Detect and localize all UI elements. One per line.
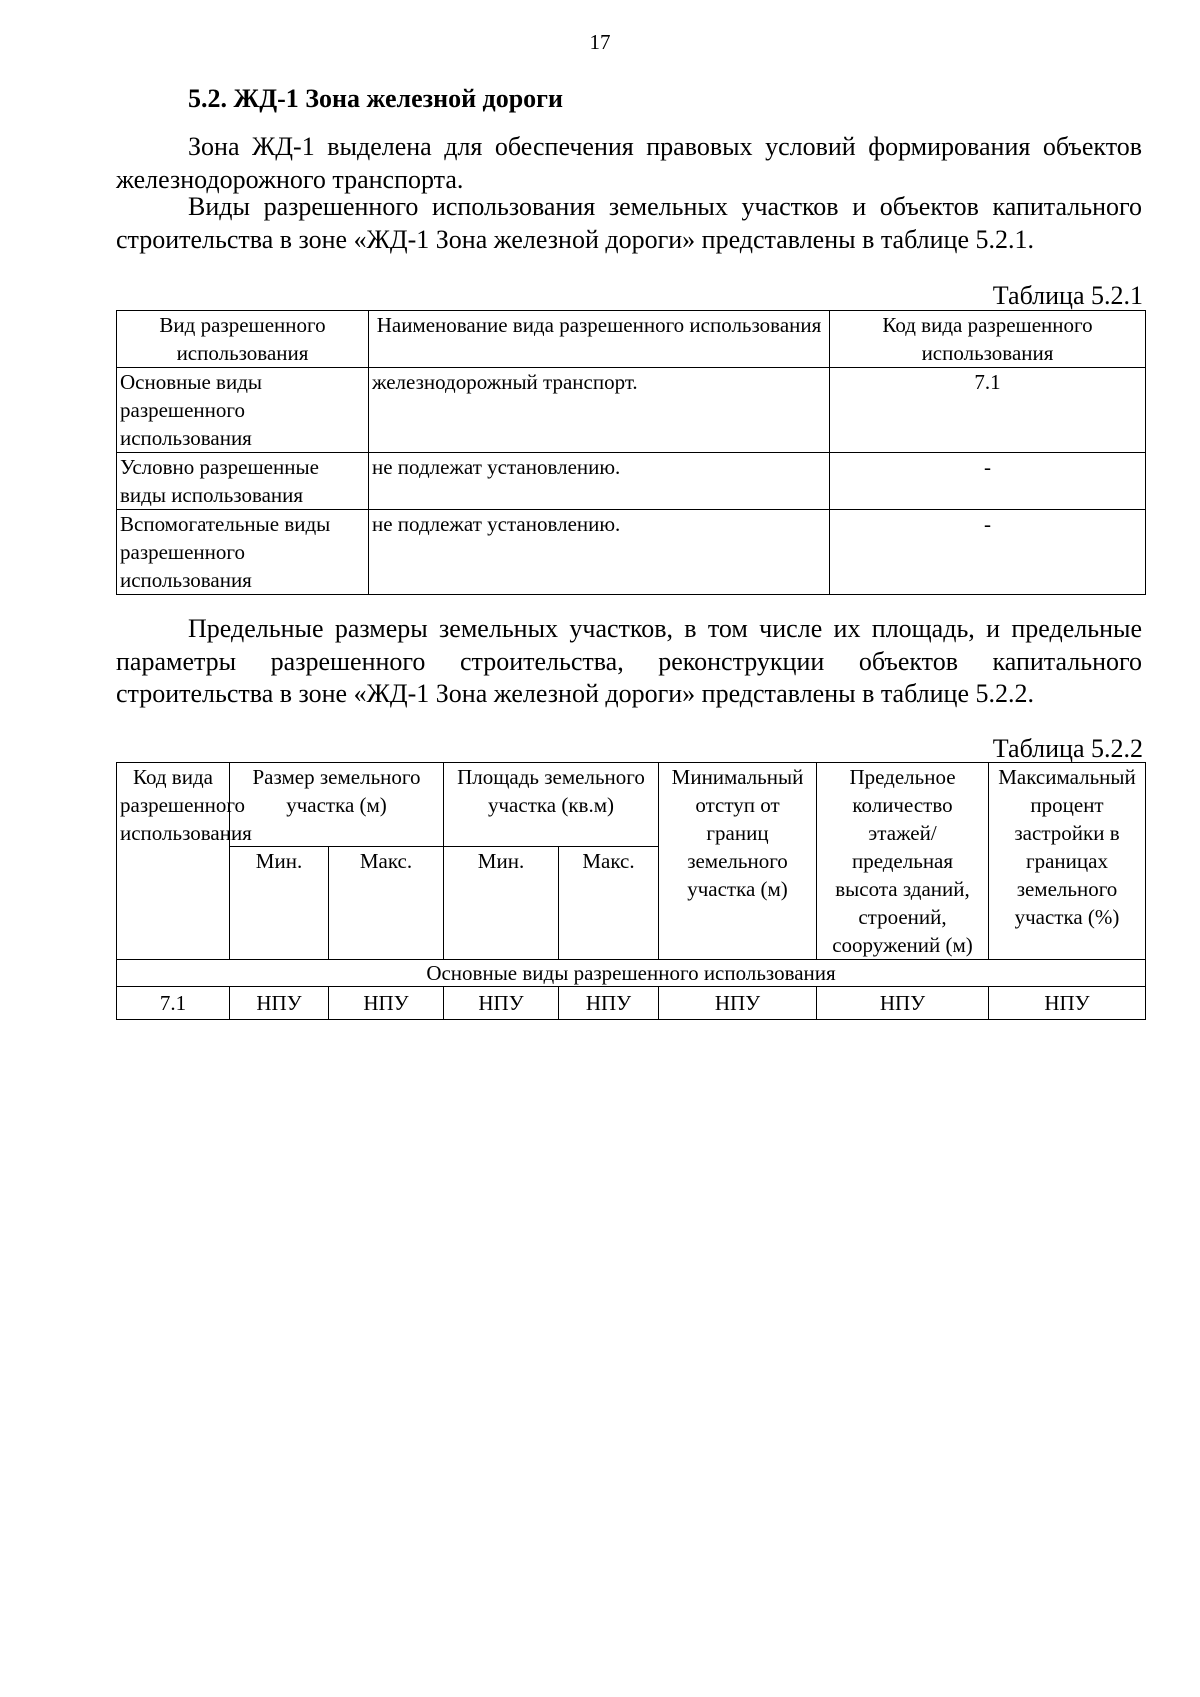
table2-header-row <box>117 763 1146 847</box>
table1-caption: Таблица 5.2.1 <box>992 281 1143 310</box>
table1-header-row <box>117 311 1146 368</box>
table1-cell: - <box>830 510 1146 595</box>
page-number: 17 <box>589 30 611 54</box>
table-5-2-1 <box>116 310 1146 595</box>
table2-subheader-cell: Мин. <box>230 846 329 959</box>
table1-row <box>117 368 1146 453</box>
table2-header-cell: Максимальный процент застройки в границах земельного участка (%) <box>989 763 1146 960</box>
table1-cell: не подлежат установлению. <box>369 453 830 510</box>
table2-cell: НПУ <box>659 987 817 1020</box>
paragraph-2: Виды разрешенного использования земельных участков и объектов капитального строительства в зоне «ЖД-1 Зона железной дороги» представлены в таблице 5.2.1. <box>116 192 1142 254</box>
table2-cell: НПУ <box>817 987 989 1020</box>
table1-cell: Условно разрешенные виды использования <box>117 453 369 510</box>
table2-caption: Таблица 5.2.2 <box>992 734 1143 763</box>
table1-cell: не подлежат установлению. <box>369 510 830 595</box>
table1-cell: 7.1 <box>830 368 1146 453</box>
table2-section-label: Основные виды разрешенного использования <box>117 960 1146 987</box>
table1-row <box>117 510 1146 595</box>
table2-cell: НПУ <box>444 987 559 1020</box>
table-5-2-2 <box>116 762 1146 1020</box>
table2-cell: НПУ <box>230 987 329 1020</box>
table1-header-cell: Код вида разрешенного использования <box>830 311 1146 368</box>
table1-cell: Вспомогательные виды разрешенного использования <box>117 510 369 595</box>
table2-cell: НПУ <box>329 987 444 1020</box>
table2-subheader-cell: Макс. <box>559 846 659 959</box>
paragraph-1: Зона ЖД-1 выделена для обеспечения правовых условий формирования объектов железнодорожного транспорта. <box>116 132 1142 194</box>
table2-header-cell: Размер земельного участка (м) <box>230 763 444 847</box>
table2-header-cell: Предельное количество этажей/ предельная высота зданий, строений, сооружений (м) <box>817 763 989 960</box>
table1-cell: Основные виды разрешенного использования <box>117 368 369 453</box>
table1-header-cell: Вид разрешенного использования <box>117 311 369 368</box>
table2-section-row <box>117 960 1146 987</box>
table1-cell: железнодорожный транспорт. <box>369 368 830 453</box>
table2-cell: НПУ <box>989 987 1146 1020</box>
table2-header-cell: Площадь земельного участка (кв.м) <box>444 763 659 847</box>
table2-cell: 7.1 <box>117 987 230 1020</box>
table2-header-cell: Минимальный отступ от границ земельного участка (м) <box>659 763 817 960</box>
table1-row <box>117 453 1146 510</box>
section-heading: 5.2. ЖД-1 Зона железной дороги <box>188 84 563 113</box>
table2-cell: НПУ <box>559 987 659 1020</box>
table1-header-cell: Наименование вида разрешенного использования <box>369 311 830 368</box>
table2-row <box>117 987 1146 1020</box>
table2-subheader-cell: Мин. <box>444 846 559 959</box>
table1-cell: - <box>830 453 1146 510</box>
table2-header-cell: Код вида разрешенного использования <box>117 763 230 960</box>
paragraph-3: Предельные размеры земельных участков, в том числе их площадь, и предельные параметры разрешенного строительства, реконструкции объектов капитального строительства в зоне «ЖД-1 Зона железной дороги» представлены в таблице 5.2.2. <box>116 614 1142 708</box>
table2-subheader-cell: Макс. <box>329 846 444 959</box>
